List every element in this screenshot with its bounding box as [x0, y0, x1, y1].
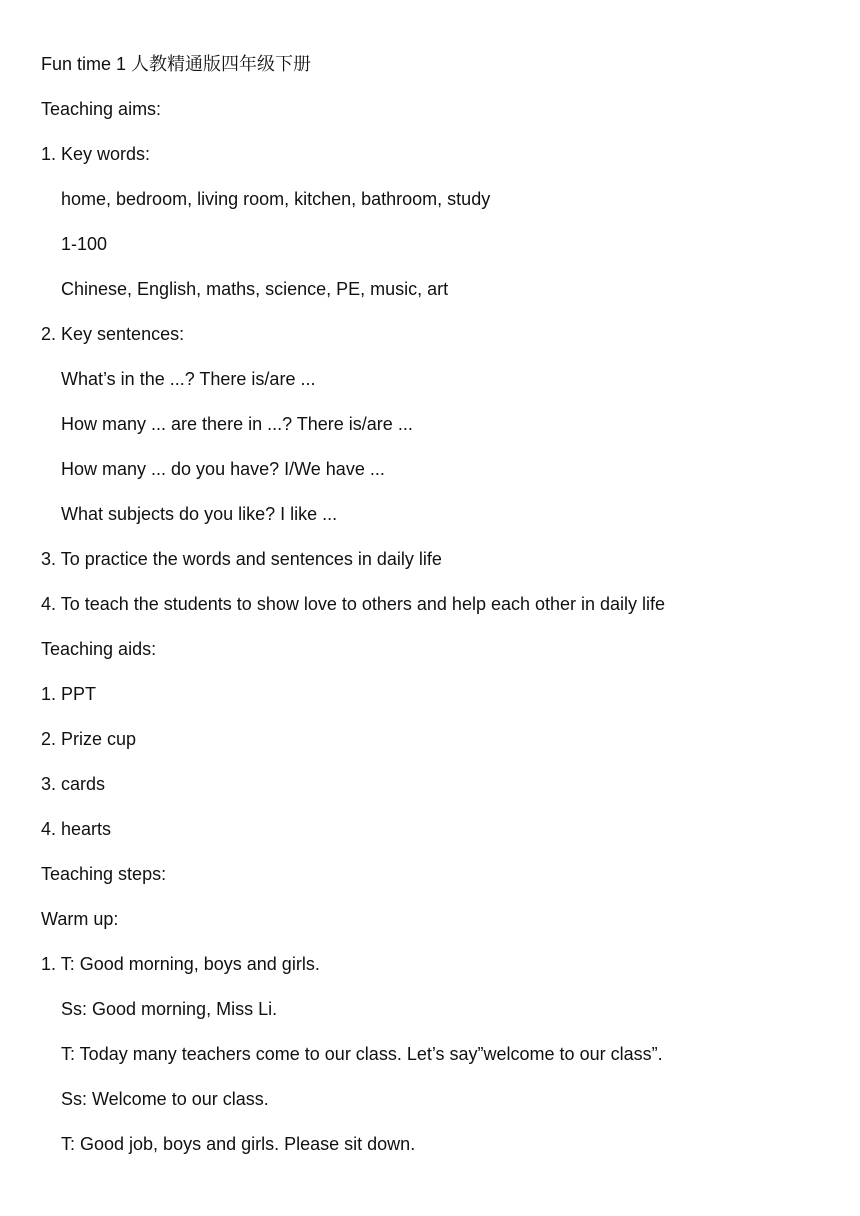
aim-item: 3. To practice the words and sentences in daily life	[41, 549, 442, 569]
key-sentence-line: What subjects do you like? I like ...	[61, 504, 338, 524]
key-words-line: home, bedroom, living room, kitchen, bathroom, study	[61, 189, 491, 209]
key-sentence-line: How many ... do you have? I/We have ...	[61, 459, 385, 479]
teaching-steps-heading: Teaching steps:	[41, 864, 167, 884]
key-words-line: Chinese, English, maths, science, PE, music, art	[61, 279, 449, 299]
aim-item: 4. To teach the students to show love to others and help each other in daily life	[41, 594, 666, 614]
aid-item: 2. Prize cup	[41, 729, 137, 749]
dialogue-line: T: Today many teachers come to our class. Let’s say”welcome to our class”.	[61, 1044, 663, 1064]
key-sentence-line: What’s in the ...? There is/are ...	[61, 369, 316, 389]
key-sentences-heading: 2. Key sentences:	[41, 324, 185, 344]
aid-item: 1. PPT	[41, 684, 97, 704]
teaching-aids-heading: Teaching aids:	[41, 639, 157, 659]
key-words-heading: 1. Key words:	[41, 144, 151, 164]
document-title: Fun time 1 人教精通版四年级下册	[41, 54, 312, 74]
dialogue-line: Ss: Welcome to our class.	[61, 1089, 269, 1109]
key-words-line: 1-100	[61, 234, 108, 254]
dialogue-line: 1. T: Good morning, boys and girls.	[41, 954, 320, 974]
dialogue-line: T: Good job, boys and girls. Please sit down.	[61, 1134, 416, 1154]
warm-up-heading: Warm up:	[41, 909, 119, 929]
aid-item: 3. cards	[41, 774, 106, 794]
key-sentence-line: How many ... are there in ...? There is/are ...	[61, 414, 413, 434]
dialogue-line: Ss: Good morning, Miss Li.	[61, 999, 278, 1019]
teaching-aims-heading: Teaching aims:	[41, 99, 162, 119]
aid-item: 4. hearts	[41, 819, 112, 839]
